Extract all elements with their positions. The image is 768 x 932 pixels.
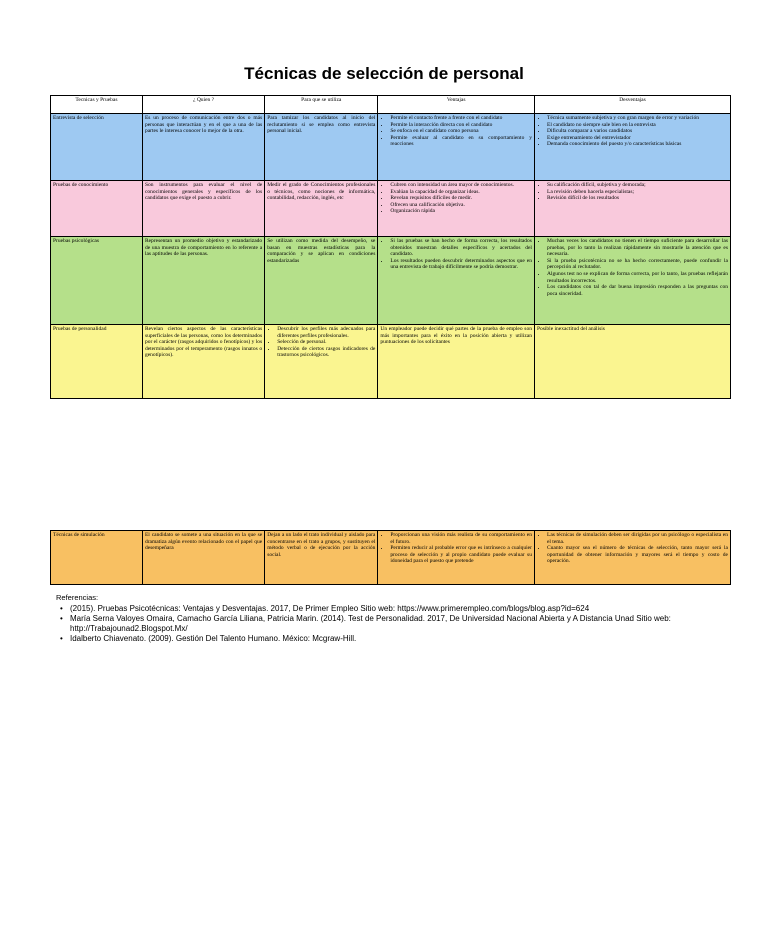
bullet-icon: •: [60, 634, 63, 643]
reference-item: [60, 614, 736, 634]
list-item: • El candidato no siempre sale bien en la entrevista: [547, 122, 728, 129]
list-item: • Exige entrenamiento del entrevistador: [547, 135, 728, 142]
cell-ventajas: Un empleador puede decidir qué partes de la prueba de empleo son más importantes para el éxito en la posición abierta y utilizan puntuaciones de los solicitantes: [378, 325, 535, 399]
references-label: Referencias:: [56, 593, 99, 602]
list-item: • Detección de ciertos rasgos indicadores de trastornos psicológicos.: [277, 346, 375, 359]
cell-ventajas: [378, 531, 535, 585]
reference-item: [60, 634, 736, 644]
cell-ventajas: [378, 181, 535, 237]
bullet-icon: •: [60, 604, 63, 613]
cell-para: Para tamizar los candidatos al inicio del reclutamiento si se emplea como entrevista personal inicial.: [265, 114, 378, 181]
table-row: [51, 531, 731, 585]
list-item: • Ofrecen una calificación objetiva.: [390, 202, 532, 209]
bullet-icon: •: [60, 614, 63, 623]
list-item: • Descubrir los perfiles más adecuados para diferentes perfiles profesionales.: [277, 326, 375, 339]
list-item: • Organización rápida: [390, 208, 532, 215]
list-item: • Los resultados pueden descubrir determinados aspectos que en una entrevista de trabajo difícilmente se podría demostrar.: [390, 258, 532, 271]
list-item: • Su calificación difícil, subjetiva y demorada;: [547, 182, 728, 189]
cell-tecnica: Entrevista de selección: [51, 114, 143, 181]
cell-tecnica: Pruebas de conocimiento: [51, 181, 143, 237]
list-item: • Cuanto mayor sea el número de técnicas de selección, tanto mayor será la oportunidad de obtener información y mayores será el tiempo y costo de operación.: [547, 545, 728, 565]
table-row: [51, 237, 731, 325]
cell-quien: Representan un promedio objetivo y estandarizado de una muestra de comportamiento en lo referente a las aptitudes de las personas.: [142, 237, 264, 325]
list-item: • Permite el contacto frente a frente con el candidato: [390, 115, 532, 122]
cell-para: Dejan a un lado el trato individual y aislado para concentrarse en el trato a grupos, y sustituyen el método verbal o de ejecución por la acción social.: [265, 531, 378, 585]
references-section: [56, 593, 736, 644]
table-row: [51, 325, 731, 399]
cell-desventajas: Posible inexactitud del análisis: [534, 325, 730, 399]
header-quien: ¿ Quien ?: [142, 96, 264, 114]
list-item: • Proporcionan una visión más realista de su comportamiento en el futuro.: [390, 532, 532, 545]
list-item: • Permiten reducir al probable error que es intrínseco a cualquier proceso de selección y al propio candidato puede evaluar su idoneidad para el puesto que pretende: [390, 545, 532, 565]
selection-techniques-table: [50, 95, 731, 399]
header-desventajas: Desventajas: [534, 96, 730, 114]
list-item: • Si la prueba psicotécnica no se ha hecho correctamente, puede confundir la percepción al reclutador.: [547, 258, 728, 271]
list-item: • Evalúan la capacidad de organizar ideas.: [390, 189, 532, 196]
page-title: Técnicas de selección de personal: [244, 64, 524, 83]
reference-text: (2015). Pruebas Psicotécnicas: Ventajas y Desventajas. 2017, De Primer Empleo Sitio web: https://www.primerempleo.com/blogs/blog.asp?id=624: [70, 604, 590, 613]
cell-para: [265, 325, 378, 399]
cell-desventajas: [534, 531, 730, 585]
references-list: [56, 604, 736, 644]
list-item: • Algunos test no se explican de forma correcta, por lo tanto, las pruebas reflejarán resultados incorrectos.: [547, 271, 728, 284]
cell-desventajas: [534, 114, 730, 181]
cell-para: Se utilizan como medida del desempeño, se basan en muestras estadísticas para la comparación y se aplican en condiciones estandarizadas: [265, 237, 378, 325]
cell-ventajas: [378, 114, 535, 181]
cell-quien: Es un proceso de comunicación entre dos o más personas que interactúan y en el que a una de las partes le interesa conocer lo mejor de la otra.: [142, 114, 264, 181]
list-item: • Cubren con intensidad un área mayor de conocimientos.: [390, 182, 532, 189]
cell-tecnica: Pruebas de personalidad: [51, 325, 143, 399]
cell-ventajas: [378, 237, 535, 325]
list-item: • Se enfoca en el candidato como persona: [390, 128, 532, 135]
list-item: • Selección de personal.: [277, 339, 375, 346]
cell-quien: Son instrumentos para evaluar el nivel de conocimientos generales y específicos de los candidatos que exige el puesto a cubrir.: [142, 181, 264, 237]
reference-text: María Serna Valoyes Omaira, Camacho García Liliana, Patricia Marin. (2014). Test de Personalidad. 2017, De Universidad Nacional Abierta y A Distancia Unad Sitio web: http://Trabajounad2.Blogspot.Mx/: [70, 614, 671, 633]
cell-quien: Revelan ciertos aspectos de las características superficiales de las personas, como los determinados por el carácter (rasgos adquiridos o fenotípicos) y los determinados por el temperamento (rasgos innatos o genotípicos).: [142, 325, 264, 399]
table-header-row: [51, 96, 731, 114]
cell-desventajas: [534, 237, 730, 325]
list-item: • La revisión deben hacerla especialistas;: [547, 189, 728, 196]
cell-para: Medir el grado de Conocimientos profesionales o técnicos, como nociones de informática, contabilidad, redacción, inglés, etc: [265, 181, 378, 237]
list-item: • Demanda conocimiento del puesto y/o características básicas: [547, 141, 728, 148]
list-item: • Técnica sumamente subjetiva y con gran margen de error y variación: [547, 115, 728, 122]
header-tecnicas: Tecnicas y Pruebas: [51, 96, 143, 114]
reference-text: Idalberto Chiavenato. (2009). Gestión Del Talento Humano. México: Mcgraw-Hill.: [70, 634, 357, 643]
header-para-que: Para que se utiliza: [265, 96, 378, 114]
list-item: • Revisión difícil de los resultados: [547, 195, 728, 202]
list-item: • Los candidatos con tal de dar buena impresión responden a las preguntas con poca sinceridad.: [547, 284, 728, 297]
list-item: • Permite evaluar al candidato en su comportamiento y reacciones: [390, 135, 532, 148]
table-row: [51, 114, 731, 181]
cell-tecnica: Pruebas psicológicas: [51, 237, 143, 325]
cell-tecnica: Técnicas de simulación: [51, 531, 143, 585]
cell-quien: El candidato se somete a una situación en la que se dramatiza algún evento relacionado con el papel que desempeñara: [142, 531, 264, 585]
header-ventajas: Ventajas: [378, 96, 535, 114]
cell-desventajas: [534, 181, 730, 237]
list-item: • Revelan requisitos difíciles de medir.: [390, 195, 532, 202]
table-row: [51, 181, 731, 237]
list-item: • Muchas veces los candidatos no tienen el tiempo suficiente para desarrollar las pruebas, por lo tanto la realizan rápidamente sin mostrarle la atención que es necesaria.: [547, 238, 728, 258]
list-item: • Permite la interacción directa con el candidato: [390, 122, 532, 129]
list-item: • Dificulta comparar a varios candidatos: [547, 128, 728, 135]
simulation-table: [50, 530, 731, 585]
reference-item: [60, 604, 736, 614]
list-item: • Las técnicas de simulación deben ser dirigidas por un psicólogo o especialista en el tema.: [547, 532, 728, 545]
list-item: • Si las pruebas se han hecho de forma correcta, los resultados obtenidos muestran detalles específicos y acertados del candidato.: [390, 238, 532, 258]
